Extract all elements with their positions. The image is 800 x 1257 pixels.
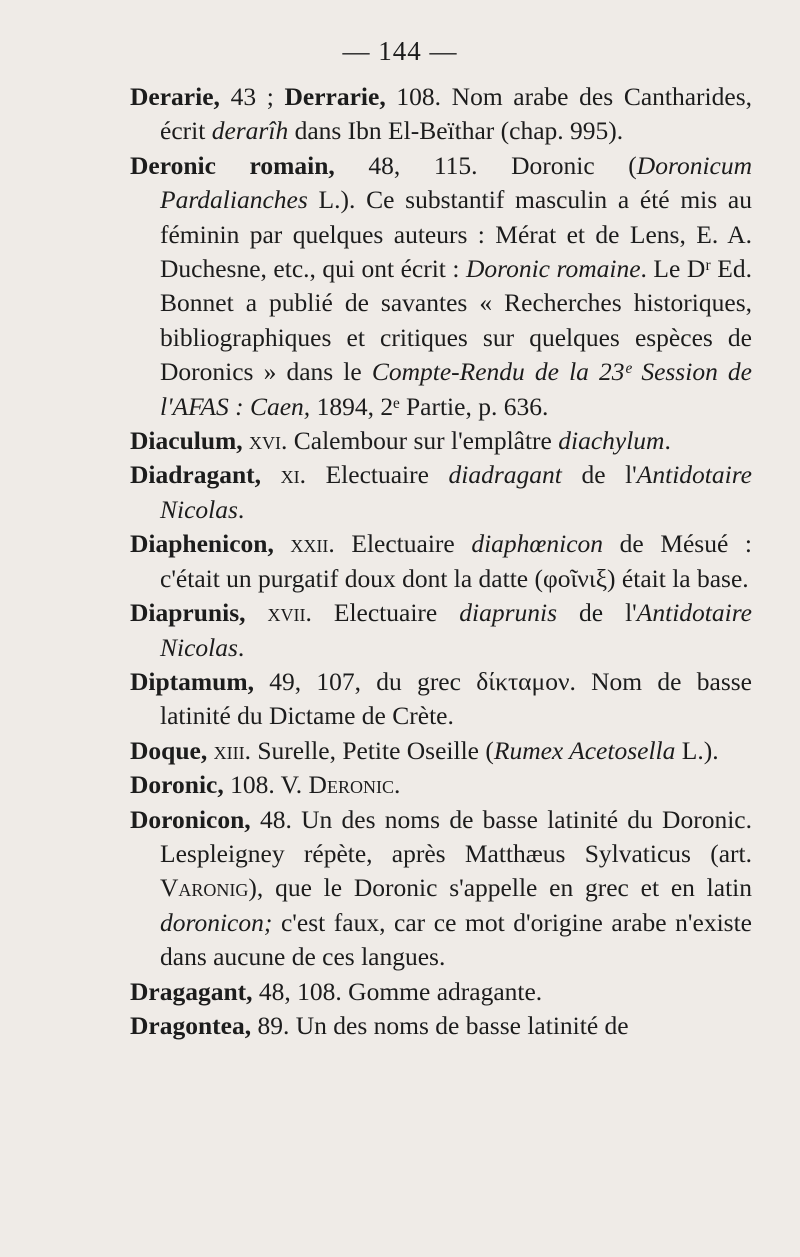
entry-diaphenicon: Diaphenicon, xxii. Electuaire diaphœnicon de Mésué : c'était un purgatif doux dont la datte (φοῖνιξ) était la base. [130, 529, 752, 593]
entry-derarie: Derarie, 43 ; Derrarie, 108. Nom arabe des Cantharides, écrit derarîh dans Ibn El-Beïthar (chap. 995). [130, 82, 752, 146]
entry-term: Diaprunis, [130, 598, 246, 628]
entry-diptamum: Diptamum, 49, 107, du grec δίκταμον. Nom de basse latinité du Dictame de Crète. [130, 666, 752, 731]
entry-term: Derarie, [130, 82, 220, 111]
entry-dragagant: Dragagant, 48, 108. Gomme adragante. [130, 976, 543, 1006]
entry-deronic-romain: Deronic romain, 48, 115. Doronic (Doronicum Pardalianches L.). Ce substantif masculin a été mis au féminin par quelques auteurs : Mérat et de Lens, E. A. Duchesne, etc., qui ont écrit : Doronic romaine. Le Dʳ Ed. Bonnet a publié de savantes « Recherches historiques, bibliographiques et critiques sur quelques espèces de Doronics » dans le Compte-Rendu de la 23ᵉ Session de l'AFAS : Caen, 1894, 2ᵉ Partie, p. 636. [130, 150, 753, 421]
entry-term: Derrarie, [284, 82, 386, 111]
entry-diadragant: Diadragant, xi. Electuaire diadragant de l'Antidotaire Nicolas. [130, 460, 752, 524]
entry-term: Doronic, [130, 770, 224, 800]
entry-term: Diaphenicon, [130, 529, 274, 559]
entry-term: Dragontea, [130, 1010, 252, 1040]
entry-doque: Doque, xiii. Surelle, Petite Oseille (Rumex Acetosella L.). [130, 735, 719, 765]
entry-doronic: Doronic, 108. V. Deronic. [130, 770, 401, 800]
glossary-entries [130, 80, 752, 1043]
entry-term: Doque, [130, 735, 208, 765]
entry-term: Doronicon, [130, 804, 251, 834]
entry-term: Deronic romain, [130, 150, 335, 180]
entry-dragontea: Dragontea, 89. Un des noms de basse latinité de [130, 1010, 629, 1040]
entry-doronicon: Doronicon, 48. Un des noms de basse latinité du Doronic. Lespleigney répète, après Matthæus Sylvaticus (art. Varonig), que le Doronic s'appelle en grec et en latin doronicon; c'est faux, car ce mot d'origine arabe n'existe dans aucune de ces langues. [130, 804, 752, 972]
entry-term: Diaculum, [130, 426, 243, 456]
entry-term: Diptamum, [130, 666, 254, 696]
page-number: — 144 — [342, 36, 458, 66]
entry-term: Dragagant, [130, 976, 253, 1006]
entry-term: Diadragant, [130, 460, 262, 490]
entry-diaprunis: Diaprunis, xvii. Electuaire diaprunis de l'Antidotaire Nicolas. [130, 598, 752, 662]
entry-diaculum: Diaculum, xvi. Calembour sur l'emplâtre diachylum. [130, 426, 671, 456]
